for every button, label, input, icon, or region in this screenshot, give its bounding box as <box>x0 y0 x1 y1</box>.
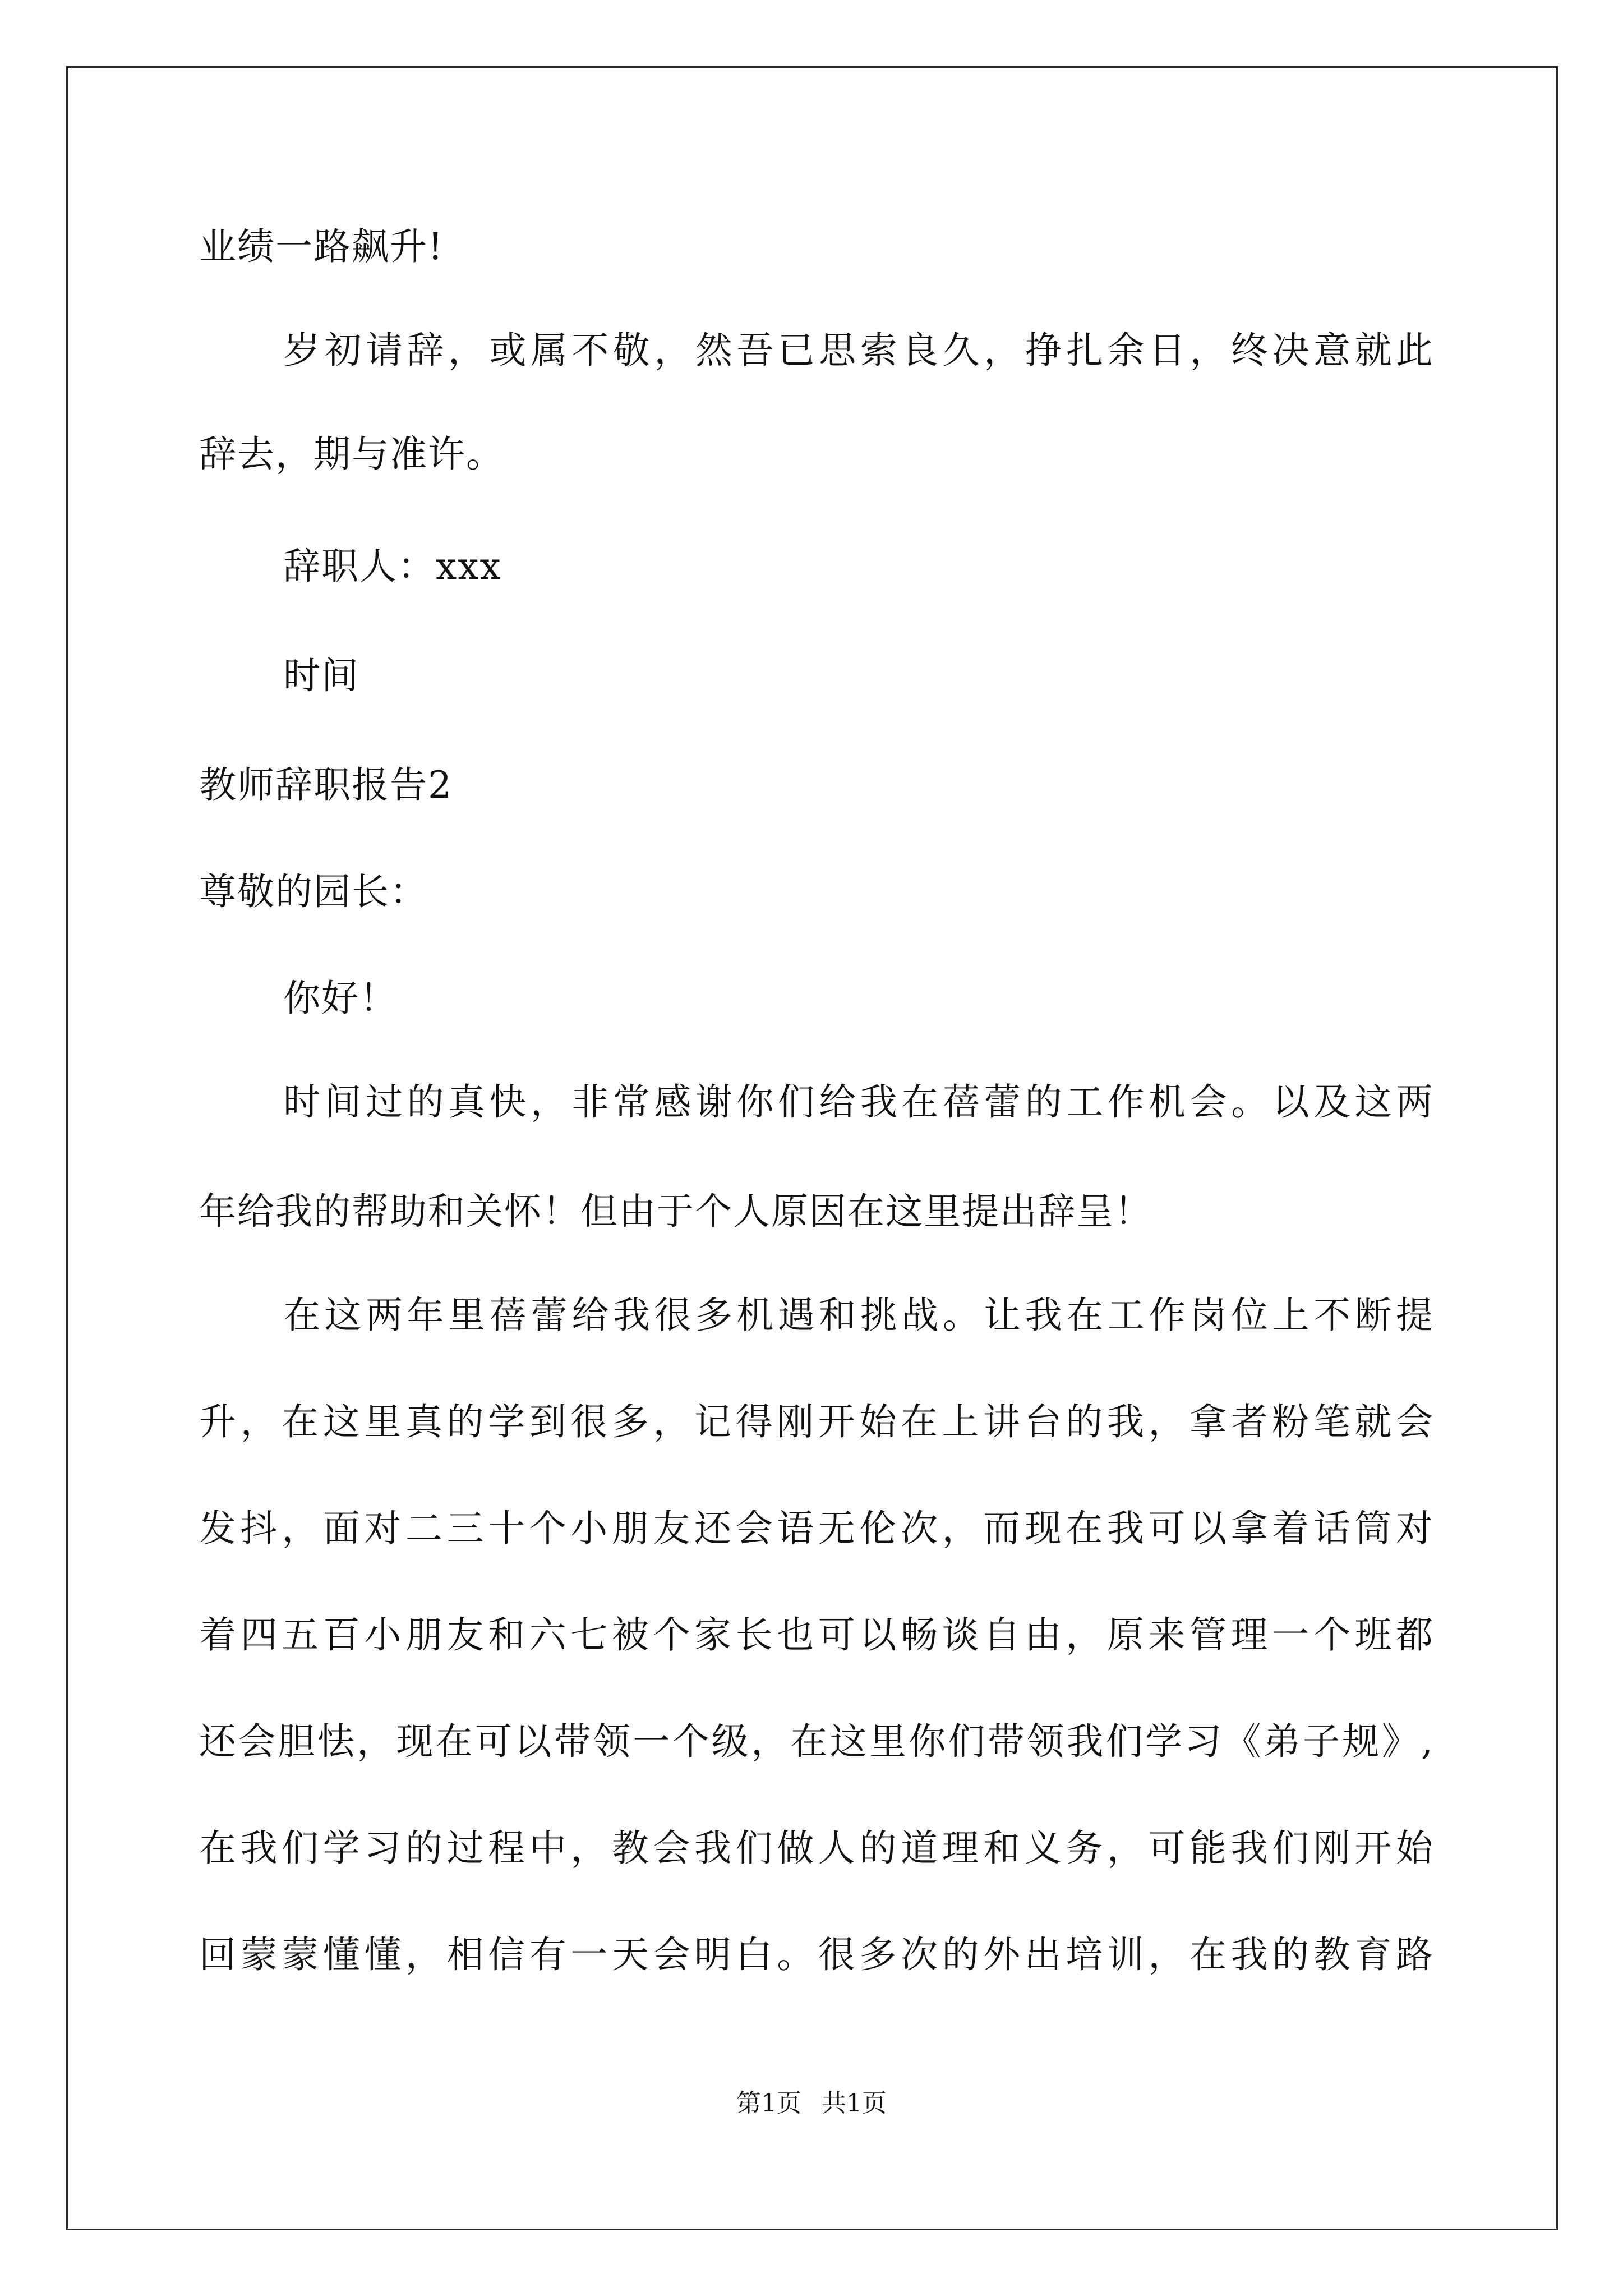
text-line: 回蒙蒙懂懂，相信有一天会明白。很多次的外出培训，在我的教育路 <box>199 1933 1433 1976</box>
section-title: 教师辞职报告2 <box>199 763 453 807</box>
text-line: 着四五百小朋友和六七被个家长也可以畅谈自由，原来管理一个班都 <box>199 1613 1433 1657</box>
text-line: 岁初请辞，或属不敬，然吾已思索良久，挣扎余日，终决意就此 <box>283 329 1433 372</box>
page-number-current: 第1页 <box>736 2089 801 2118</box>
text-line: 年给我的帮助和关怀！但由于个人原因在这里提出辞呈！ <box>199 1190 1152 1233</box>
signature-line: 辞职人：xxx <box>283 545 502 588</box>
page-number-total: 共1页 <box>822 2089 887 2118</box>
salutation: 尊敬的园长： <box>199 870 428 913</box>
text-line: 业绩一路飙升! <box>199 225 444 268</box>
text-line: 在这两年里蓓蕾给我很多机遇和挑战。让我在工作岗位上不断提 <box>283 1294 1433 1337</box>
date-line: 时间 <box>283 654 359 697</box>
text-line: 辞去，期与准许。 <box>199 432 504 476</box>
greeting: 你好！ <box>283 977 398 1020</box>
page-footer <box>0 2087 1623 2120</box>
text-line: 发抖，面对二三十个小朋友还会语无伦次，而现在我可以拿着话筒对 <box>199 1507 1433 1550</box>
text-line: 在我们学习的过程中，教会我们做人的道理和义务，可能我们刚开始 <box>199 1826 1433 1870</box>
text-line: 升，在这里真的学到很多，记得刚开始在上讲台的我，拿者粉笔就会 <box>199 1400 1433 1443</box>
text-line: 时间过的真快，非常感谢你们给我在蓓蕾的工作机会。以及这两 <box>283 1080 1433 1124</box>
text-line: 还会胆怯，现在可以带领一个级，在这里你们带领我们学习《弟子规》, <box>199 1720 1433 1763</box>
page-border <box>66 66 1558 2230</box>
